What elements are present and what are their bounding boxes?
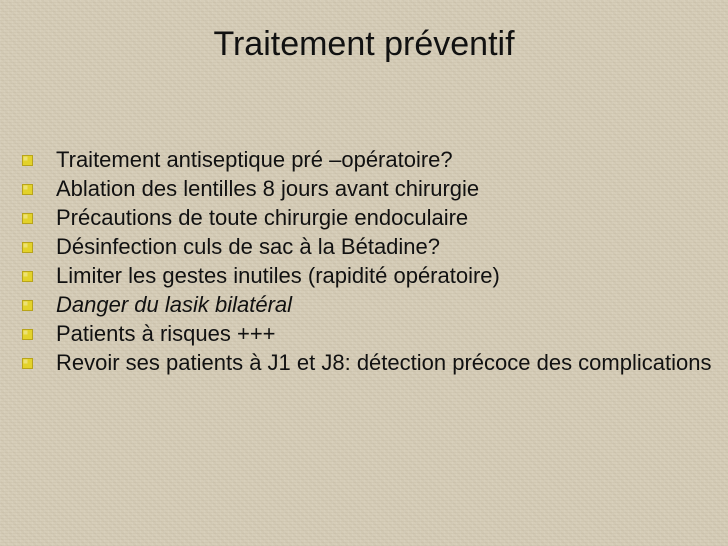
bullet-text: Traitement antiseptique pré –opératoire? bbox=[56, 147, 453, 172]
bullet-item bbox=[22, 149, 726, 170]
bullet-text: Patients à risques +++ bbox=[56, 321, 276, 346]
square-bullet-icon bbox=[22, 184, 33, 195]
square-bullet-icon bbox=[22, 242, 33, 253]
square-bullet-icon bbox=[22, 155, 33, 166]
bullet-item bbox=[22, 265, 726, 286]
bullet-text: Précautions de toute chirurgie endoculaire bbox=[56, 205, 469, 230]
bullet-text: Limiter les gestes inutiles (rapidité opératoire) bbox=[56, 263, 500, 288]
square-bullet-icon bbox=[22, 329, 33, 340]
bullet-list bbox=[22, 149, 726, 381]
square-bullet-icon bbox=[22, 213, 33, 224]
bullet-text: Ablation des lentilles 8 jours avant chirurgie bbox=[56, 176, 480, 201]
square-bullet-icon bbox=[22, 358, 33, 369]
bullet-item bbox=[22, 236, 726, 257]
bullet-item bbox=[22, 323, 726, 344]
bullet-text: Danger du lasik bilatéral bbox=[56, 292, 293, 317]
bullet-item bbox=[22, 352, 726, 373]
square-bullet-icon bbox=[22, 300, 33, 311]
bullet-item bbox=[22, 207, 726, 228]
bullet-text: Désinfection culs de sac à la Bétadine? bbox=[56, 234, 441, 259]
bullet-item bbox=[22, 178, 726, 199]
square-bullet-icon bbox=[22, 271, 33, 282]
slide-title: Traitement préventif bbox=[213, 25, 515, 63]
bullet-text: Revoir ses patients à J1 et J8: détection précoce des complications bbox=[56, 350, 712, 375]
bullet-item bbox=[22, 294, 726, 315]
